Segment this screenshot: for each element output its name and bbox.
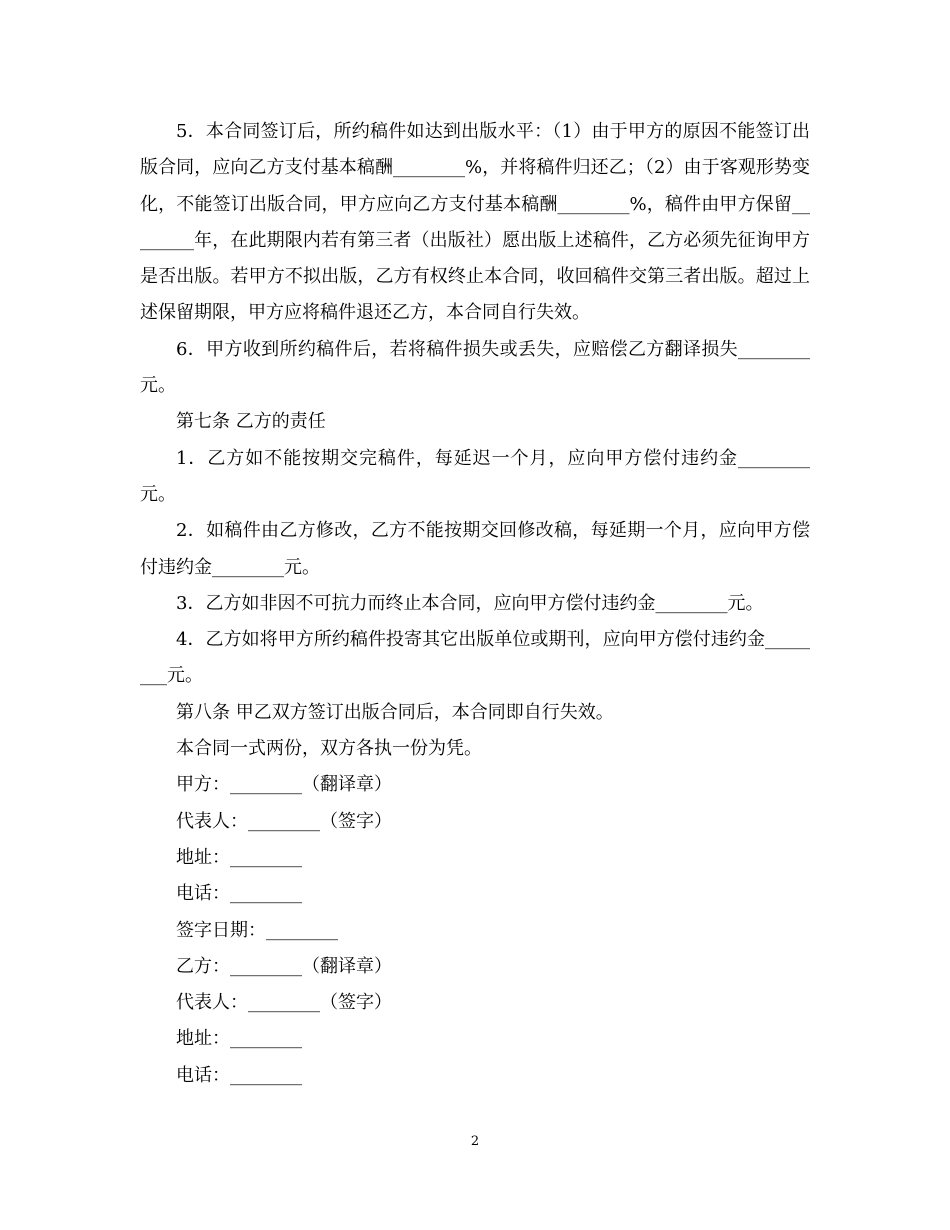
party-b-representative-line: 代表人：________（签字） <box>176 992 392 1014</box>
article-7-heading: 第七条 乙方的责任 <box>176 411 326 433</box>
article-7-item-1: 1．乙方如不能按期交完稿件，每延迟一个月，应向甲方偿付违约金________元。 <box>140 447 810 505</box>
clause-5-paragraph: 5．本合同签订后，所约稿件如达到出版水平：（1）由于甲方的原因不能签订出版合同，应向乙方支付基本稿酬________%，并将稿件归还乙；（2）由于客观形势变化，不能签订出版合同，甲方应向乙方支付基本稿酬________%，稿件由甲方保留________年，在此期限内若有第三者（出版社）愿出版上述稿件，乙方必须先征询甲方是否出版。若甲方不拟出版，乙方有权终止本合同，收回稿件交第三者出版。超过上述保留期限，甲方应将稿件退还乙方，本合同自行失效。 <box>140 121 810 324</box>
party-b-phone-line: 电话：________ <box>176 1064 302 1086</box>
party-a-phone-line: 电话：________ <box>176 883 302 905</box>
article-7-item-2: 2．如稿件由乙方修改，乙方不能按期交回修改稿，每延期一个月，应向甲方偿付违约金________元。 <box>140 520 810 578</box>
party-a-address-line: 地址：________ <box>176 846 302 868</box>
article-8-paragraph: 第八条 甲乙双方签订出版合同后，本合同即自行失效。 <box>176 701 614 723</box>
sign-date-line: 签字日期：________ <box>176 919 338 941</box>
party-b-address-line: 地址：________ <box>176 1028 302 1050</box>
page-number: 2 <box>470 1134 480 1149</box>
article-7-item-3: 3．乙方如非因不可抗力而终止本合同，应向甲方偿付违约金________元。 <box>176 592 764 614</box>
party-b-line: 乙方：________（翻译章） <box>176 955 392 977</box>
copies-paragraph: 本合同一式两份，双方各执一份为凭。 <box>176 738 482 760</box>
clause-6-paragraph: 6．甲方收到所约稿件后，若将稿件损失或丢失，应赔偿乙方翻译损失________元。 <box>140 338 810 397</box>
party-a-line: 甲方：________（翻译章） <box>176 774 392 796</box>
party-a-representative-line: 代表人：________（签字） <box>176 810 392 832</box>
article-7-item-4: 4．乙方如将甲方所约稿件投寄其它出版单位或期刊，应向甲方偿付违约金________元。 <box>140 629 810 687</box>
document-body <box>140 114 810 1094</box>
